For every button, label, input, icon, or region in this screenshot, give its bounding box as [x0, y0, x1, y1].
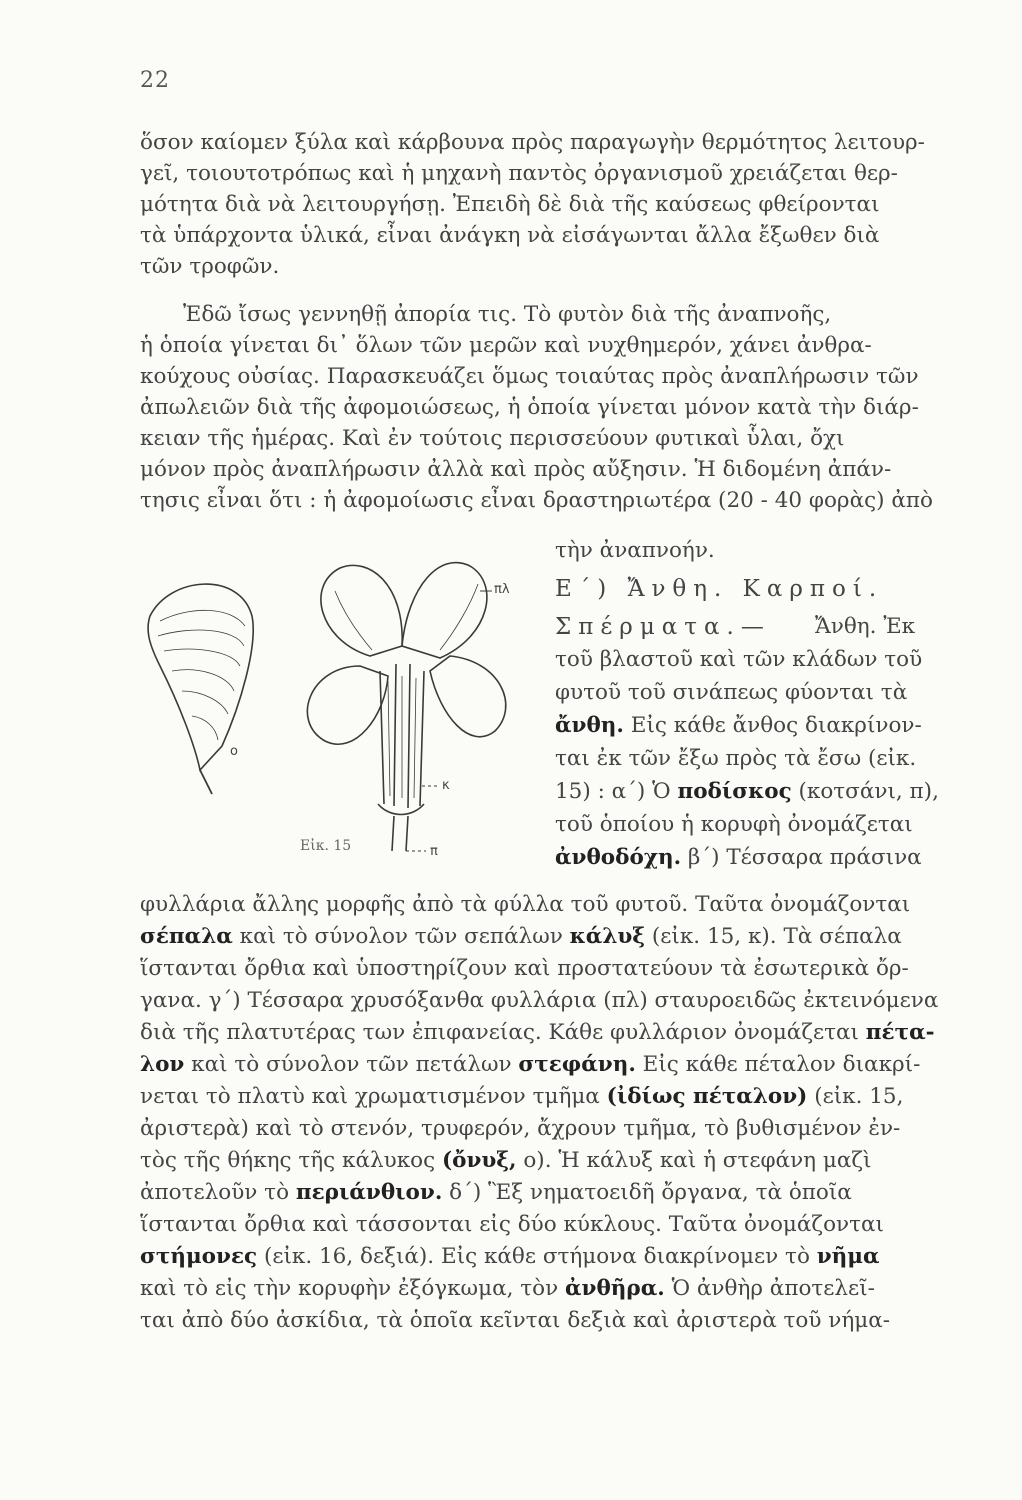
- text-span: 15) : α΄) Ὁ: [555, 779, 678, 804]
- text-line: ται ἐκ τῶν ἔξω πρὸς τὰ ἔσω (εἰκ.: [555, 746, 917, 771]
- text-line: μότητα διὰ νὰ λειτουργήσῃ. Ἐπειδὴ δὲ διὰ τῆς καύσεως φθείρονται: [140, 192, 880, 217]
- bold-term: σέπαλα: [140, 924, 233, 949]
- text-line: γεῖ, τοιουτοτρόπως καὶ ἡ μηχανὴ παντὸς ὀργανισμοῦ χρειάζεται θερ-: [140, 161, 898, 186]
- label-claw: ο: [230, 744, 238, 759]
- bold-term: ποδίσκος: [677, 779, 792, 804]
- text-line: ἡ ὁποία γίνεται δι᾽ ὅλων τῶν μερῶν καὶ νυχθημερόν, χάνει ἀνθρα-: [140, 333, 872, 358]
- text-line: ἀπωλειῶν διὰ τῆς ἀφομοιώσεως, ἡ ὁποία γίνεται μόνον κατὰ τὴν διάρ-: [140, 395, 919, 420]
- text-span: (εἰκ. 16, δεξιά). Εἰς κάθε στήμονα διακρίνομεν τὸ: [257, 1244, 817, 1269]
- bold-term: κάλυξ: [569, 924, 646, 949]
- section-heading: [555, 574, 883, 604]
- bold-term: στεφάνη.: [518, 1052, 636, 1077]
- bold-term: νῆμα: [816, 1244, 880, 1269]
- label-petals: πλ: [494, 582, 510, 597]
- text-span: β΄) Τέσσαρα πράσινα: [681, 845, 922, 870]
- section-heading-line2: [555, 612, 916, 643]
- text-line: [140, 1018, 935, 1048]
- bold-term: ἄνθη.: [555, 713, 624, 738]
- text-line: φυτοῦ τοῦ σινάπεως φύονται τὰ: [555, 680, 908, 705]
- bold-term: (ἰδίως πέταλον): [606, 1084, 808, 1109]
- text-span: ἀποτελοῦν τὸ: [140, 1180, 296, 1205]
- text-line: ἵστανται ὄρθια καὶ ὑποστηρίζουν καὶ προστατεύουν τὰ ἐσωτερικὰ ὄρ-: [140, 956, 909, 981]
- text-line: [555, 777, 939, 807]
- label-pedicel: π: [430, 844, 438, 859]
- text-span: διὰ τῆς πλατυτέρας των ἐπιφανείας. Κάθε φυλλάριον ὀνομάζεται: [140, 1020, 866, 1045]
- text-line: [140, 1274, 875, 1304]
- text-span: καὶ τὸ εἰς τὴν κορυφὴν ἐξόγκωμα, τὸν: [140, 1276, 565, 1301]
- text-line: τησις εἶναι ὅτι : ἡ ἀφομοίωσις εἶναι δραστηριωτέρα (20 - 40 φορὰς) ἀπὸ: [140, 488, 933, 513]
- text-line: [140, 1050, 920, 1080]
- text-line: ται ἀπὸ δύο ἀσκίδια, τὰ ὁποῖα κεῖνται δεξιὰ καὶ ἀριστερὰ τοῦ νήμα-: [140, 1308, 890, 1333]
- text-span: (εἰκ. 15, κ). Τὰ σέπαλα: [645, 924, 902, 949]
- text-span: Εἰς κάθε πέταλον διακρί-: [635, 1052, 921, 1077]
- text-line: [555, 843, 922, 873]
- text-span: Εἰς κάθε ἄνθος διακρίνον-: [623, 713, 922, 738]
- text-line: ἵστανται ὄρθια καὶ τάσσονται εἰς δύο κύκλους. Ταῦτα ὀνομάζονται: [140, 1212, 884, 1237]
- text-line: [140, 1178, 852, 1208]
- text-span: Ὁ ἀνθὴρ ἀποτελεῖ-: [664, 1276, 875, 1301]
- text-line: [140, 1146, 871, 1176]
- petal-drawing: [148, 584, 253, 770]
- bold-term: περιάνθιον.: [295, 1180, 443, 1205]
- text-line: μόνον πρὸς ἀναπλήρωσιν ἀλλὰ καὶ πρὸς αὔξησιν. Ἡ διδομένη ἀπάν-: [140, 457, 892, 482]
- text-line: φυλλάρια ἄλλης μορφῆς ἀπὸ τὰ φύλλα τοῦ φυτοῦ. Ταῦτα ὀνομάζονται: [140, 892, 911, 917]
- text-span: (εἰκ. 15,: [807, 1084, 904, 1109]
- text-span: (κοτσάνι, π),: [791, 779, 939, 804]
- text-line: [140, 1082, 903, 1112]
- text-span: τὸς τῆς θήκης τῆς κάλυκος: [140, 1148, 442, 1173]
- text-line: [140, 1242, 880, 1272]
- text-line: κούχους οὐσίας. Παρασκευάζει ὅμως τοιαύτας πρὸς ἀναπλήρωσιν τῶν: [140, 364, 919, 389]
- text-line: ὅσον καίομεν ξύλα καὶ κάρβουνα πρὸς παραγωγὴν θερμότητος λειτουρ-: [140, 130, 925, 155]
- page-number: 22: [140, 68, 170, 93]
- text-line: Ἐδῶ ἴσως γεννηθῇ ἀπορία τις. Τὸ φυτὸν διὰ τῆς ἀναπνοῆς,: [183, 302, 832, 327]
- flower-figure: [140, 546, 552, 866]
- text-span: ο). Ἡ κάλυξ καὶ ἡ στεφάνη μαζὶ: [516, 1148, 872, 1173]
- text-line: τοῦ βλαστοῦ καὶ τῶν κλάδων τοῦ: [555, 647, 923, 672]
- bold-term: ἀνθοδόχη.: [555, 845, 682, 870]
- flower-illustration: [140, 546, 552, 866]
- bold-term: πέτα-: [865, 1020, 935, 1045]
- text-line: [555, 711, 922, 741]
- text-line: [140, 922, 902, 952]
- text-line: ἀριστερὰ) καὶ τὸ στενόν, τρυφερόν, ἄχρουν τμῆμα, τὸ βυθισμένον ἐν-: [140, 1116, 901, 1141]
- section-heading-text: Ε΄) Ἄνθη. Καρποί.: [555, 576, 884, 602]
- text-span: δ΄) Ἓξ νηματοειδῆ ὄργανα, τὰ ὁποῖα: [442, 1180, 852, 1205]
- text-line: τοῦ ὁποίου ἡ κορυφὴ ὀνομάζεται: [555, 812, 913, 837]
- bold-term: ἀνθῆρα.: [565, 1276, 665, 1301]
- text-line: κειαν τῆς ἡμέρας. Καὶ ἐν τούτοις περισσεύουν φυτικαὶ ὗλαι, ὄχι: [140, 426, 845, 451]
- text-span: Ἄνθη. Ἐκ: [815, 614, 916, 639]
- text-line: τὰ ὑπάρχοντα ὑλικά, εἶναι ἀνάγκη νὰ εἰσάγωνται ἄλλα ἔξωθεν διὰ: [140, 223, 880, 248]
- section-heading-text: Σπέρματα.—: [555, 614, 771, 640]
- text-span: νεται τὸ πλατὺ καὶ χρωματισμένον τμῆμα: [140, 1084, 607, 1109]
- label-calyx: κ: [442, 778, 450, 793]
- bold-term: λον: [140, 1052, 185, 1077]
- text-line: τῶν τροφῶν.: [140, 254, 280, 279]
- figure-caption: Εἰκ. 15: [300, 838, 352, 854]
- text-span: καὶ τὸ σύνολον τῶν σεπάλων: [232, 924, 570, 949]
- bold-term: (ὄνυξ,: [441, 1148, 517, 1173]
- bold-term: στήμονες: [140, 1244, 258, 1269]
- text-line: γανα. γ΄) Τέσσαρα χρυσόξανθα φυλλάρια (πλ) σταυροειδῶς ἐκτεινόμενα: [140, 988, 939, 1013]
- text-line: τὴν ἀναπνοήν.: [555, 538, 715, 563]
- text-span: καὶ τὸ σύνολον τῶν πετάλων: [184, 1052, 519, 1077]
